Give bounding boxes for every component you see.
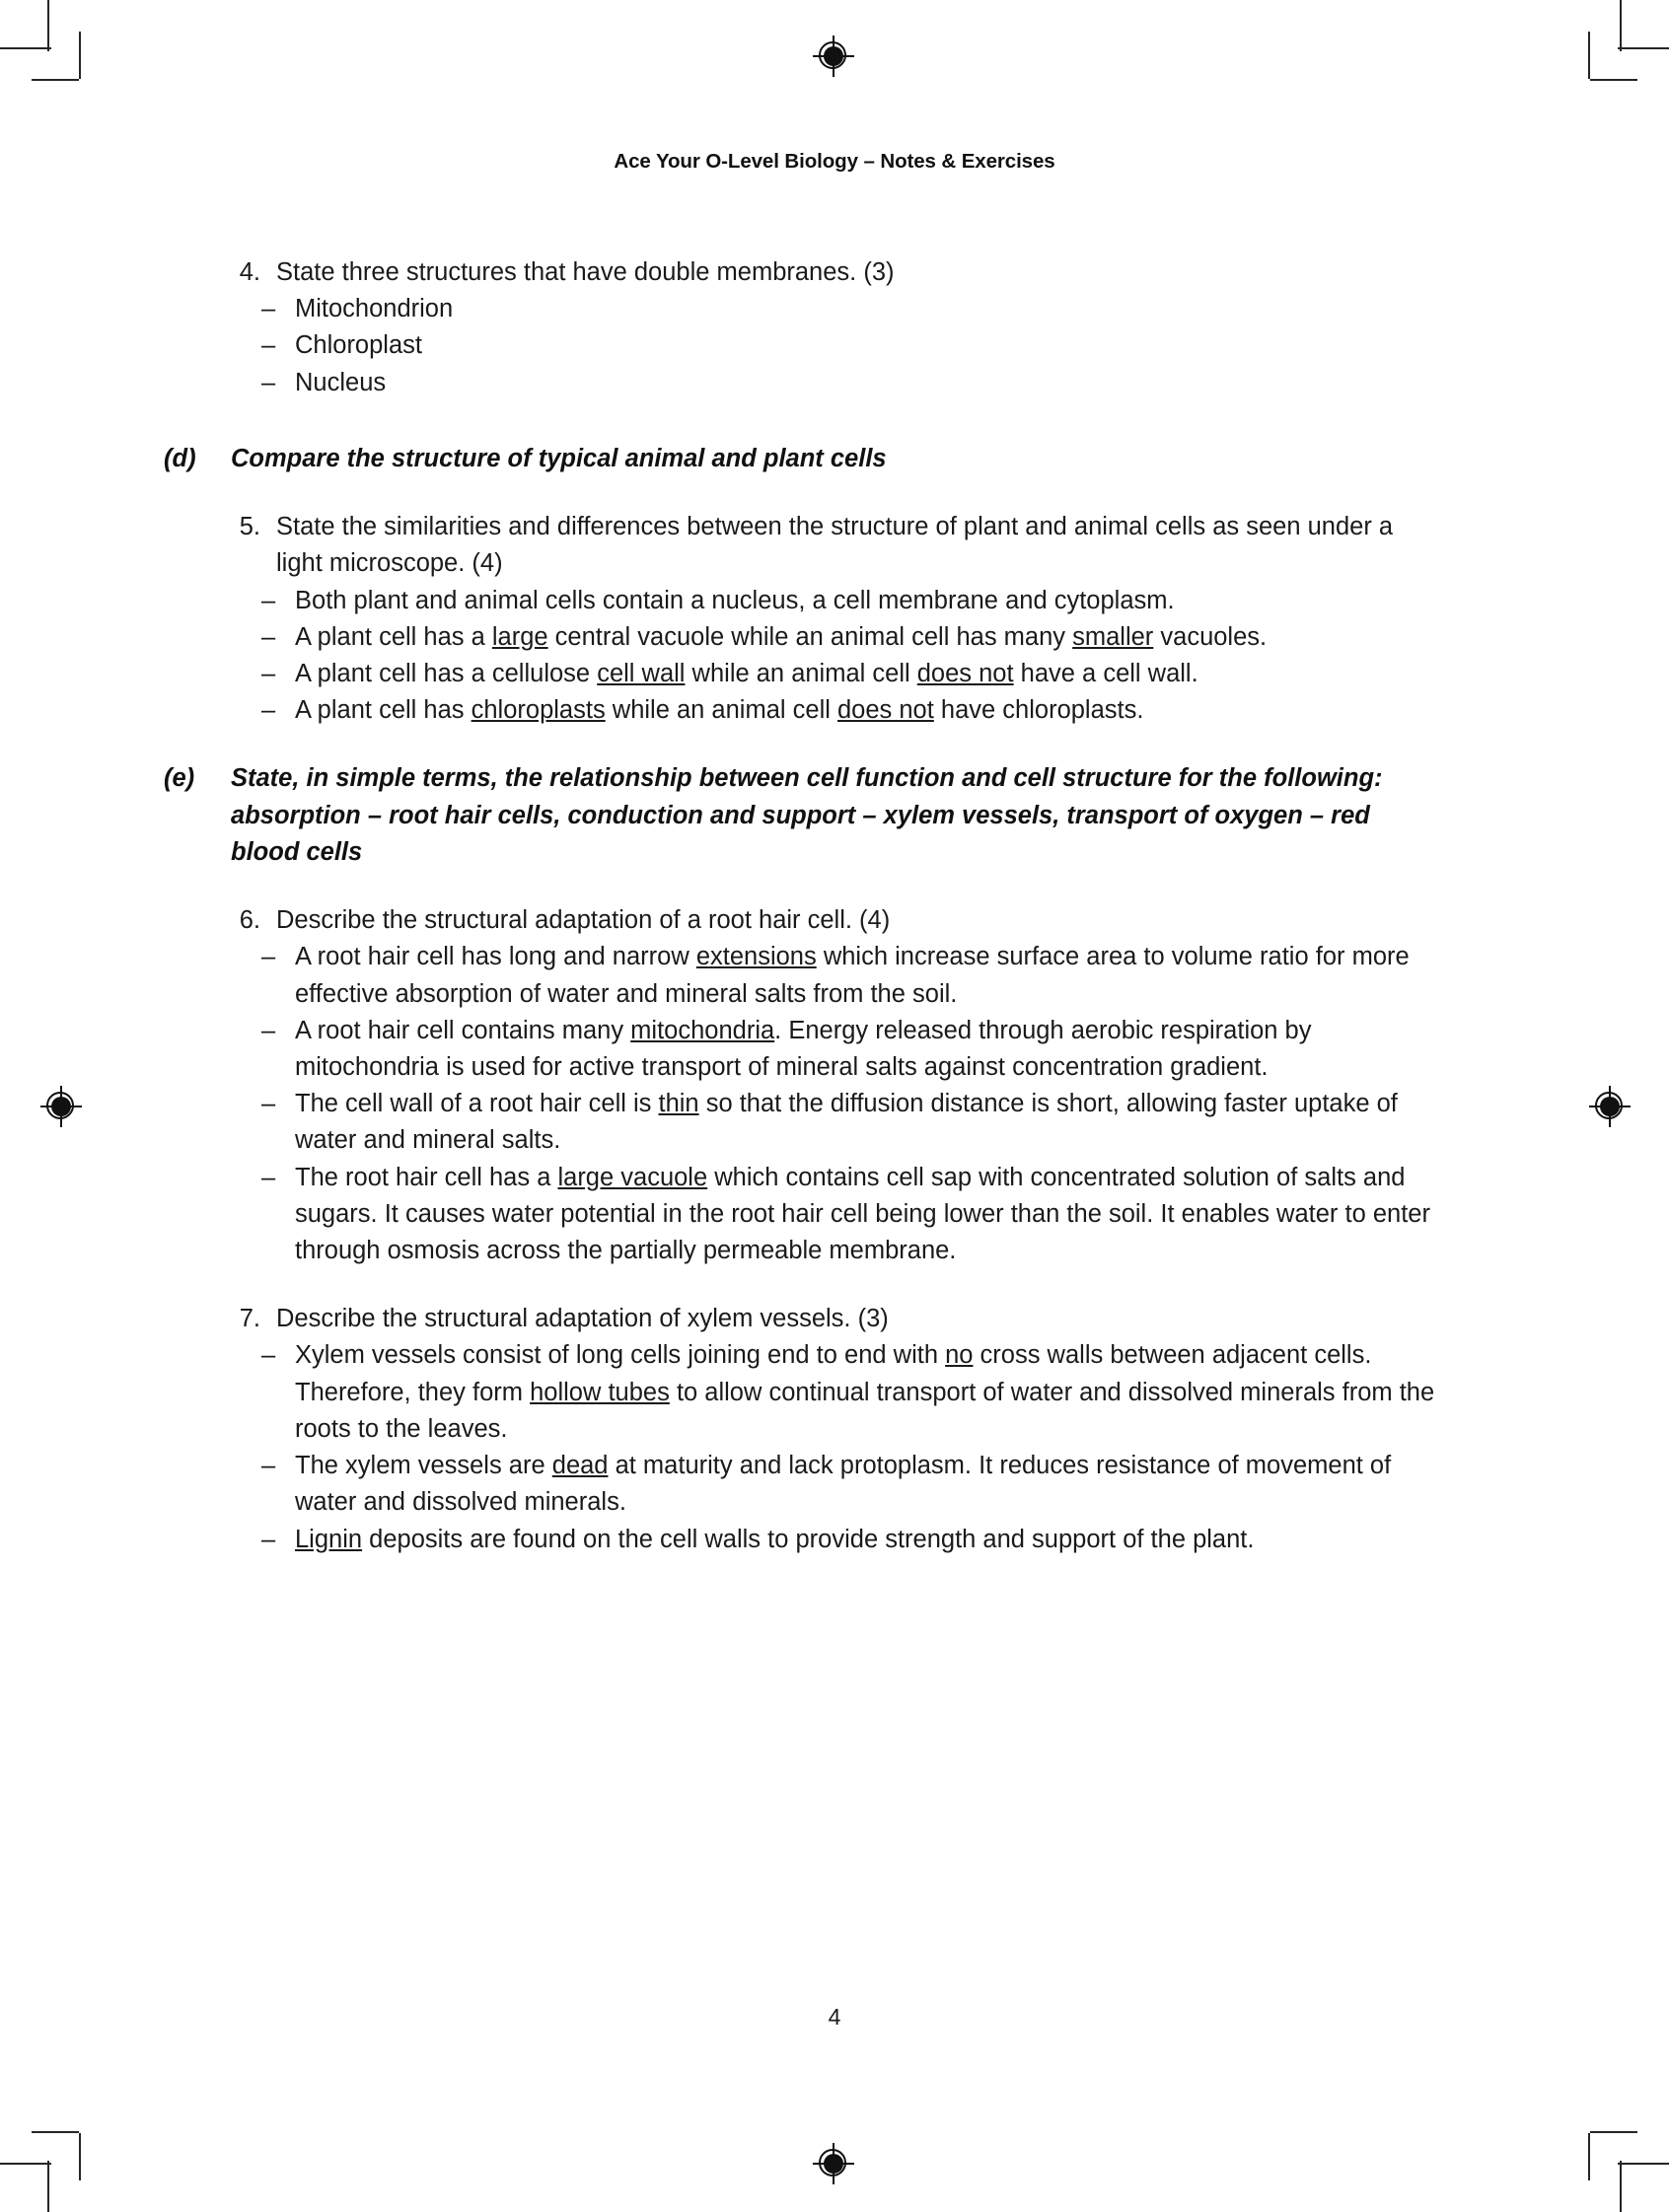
answer-text: A root hair cell has long and narrow extensions which increase surface area to volume ratio for more effective absorption of water and mineral salts from the soil. (295, 943, 1410, 1008)
key-term: thin (658, 1090, 699, 1118)
registration-mark-bottom (813, 2143, 854, 2184)
dash-bullet-icon: – (261, 1452, 276, 1480)
dash-bullet-icon: – (261, 622, 276, 651)
dash-bullet-icon: – (261, 659, 276, 687)
crop-mark-top-left-inner-vertical (79, 32, 81, 79)
section-e-marker: (e) (164, 764, 195, 793)
crop-mark-top-right-vertical (1620, 0, 1622, 51)
answer-text: Both plant and animal cells contain a nucleus, a cell membrane and cytoplasm. (295, 586, 1175, 614)
dash-bullet-icon: – (261, 295, 276, 323)
dash-bullet-icon: – (261, 943, 276, 971)
crop-mark-bottom-right-vertical (1620, 2161, 1622, 2212)
running-head: Ace Your O-Level Biology – Notes & Exercises (614, 150, 1055, 173)
answer-item (257, 656, 1438, 692)
question-4-answers (225, 291, 1438, 401)
question-6-answers (225, 939, 1438, 1269)
dash-bullet-icon: – (261, 331, 276, 360)
key-term: extensions (695, 943, 817, 971)
answer-text: Nucleus (295, 368, 387, 396)
answer-text: The xylem vessels are dead at maturity and lack protoplasm. It reduces resistance of movement of water and dissolved minerals. (295, 1452, 1392, 1517)
key-term: does not (836, 696, 934, 725)
dash-bullet-icon: – (261, 1525, 276, 1553)
question-6-number: 6. (239, 906, 260, 935)
dash-bullet-icon: – (261, 696, 276, 725)
crop-mark-bottom-left-inner-horizontal (32, 2131, 79, 2133)
answer-text: Lignin deposits are found on the cell walls to provide strength and support of the plant. (295, 1525, 1255, 1553)
crop-mark-bottom-left-inner-vertical (79, 2133, 81, 2180)
registration-mark-top (813, 36, 854, 77)
crop-mark-top-left-inner-horizontal (32, 79, 79, 81)
crop-mark-bottom-right-inner-vertical (1588, 2133, 1590, 2180)
answer-item (257, 291, 1438, 327)
crop-mark-top-right-inner-horizontal (1590, 79, 1637, 81)
registration-dot (1600, 1097, 1620, 1116)
question-7-text: Describe the structural adaptation of xylem vessels. (3) (276, 1305, 889, 1333)
question-7 (225, 1301, 1438, 1337)
key-term: chloroplasts (471, 696, 606, 725)
question-4-number: 4. (239, 258, 260, 286)
answer-item (257, 583, 1438, 619)
answer-item (257, 619, 1438, 656)
answer-text: The cell wall of a root hair cell is thin so that the diffusion distance is short, allowing faster uptake of water and mineral salts. (295, 1090, 1398, 1155)
section-heading-d (164, 441, 1438, 477)
answer-text: A plant cell has a cellulose cell wall while an animal cell does not have a cell wall. (295, 659, 1198, 687)
question-4-text: State three structures that have double membranes. (3) (276, 258, 895, 286)
answer-text: Mitochondrion (295, 295, 454, 323)
key-term: does not (916, 659, 1014, 687)
section-d-marker: (d) (164, 444, 196, 472)
question-7-answers (225, 1337, 1438, 1557)
key-term: mitochondria (630, 1016, 775, 1044)
question-5-answers (225, 583, 1438, 730)
crop-mark-bottom-right-horizontal (1618, 2163, 1669, 2165)
crop-mark-bottom-right-inner-horizontal (1590, 2131, 1637, 2133)
registration-mark-left (40, 1086, 82, 1127)
crop-mark-bottom-left-vertical (47, 2161, 49, 2212)
dash-bullet-icon: – (261, 1090, 276, 1118)
section-e-title: State, in simple terms, the relationship between cell function and cell structure for the following: absorption – root hair cells, conduction and support – xylem vessels, transport of oxygen – red blood cells (231, 764, 1383, 866)
question-6 (225, 902, 1438, 939)
key-term: hollow tubes (530, 1378, 670, 1406)
answer-item (257, 1086, 1438, 1159)
key-term: smaller (1072, 622, 1154, 651)
answer-item (257, 692, 1438, 729)
dash-bullet-icon: – (261, 1341, 276, 1370)
dash-bullet-icon: – (261, 368, 276, 396)
answer-item (257, 1160, 1438, 1270)
answer-text: A plant cell has a large central vacuole while an animal cell has many smaller vacuoles. (295, 622, 1268, 651)
answer-text: A root hair cell contains many mitochondria. Energy released through aerobic respiration by mitochondria is used for active transport of mineral salts against concentration gradient. (295, 1016, 1312, 1081)
dash-bullet-icon: – (261, 1163, 276, 1191)
crop-mark-top-right-horizontal (1618, 47, 1669, 49)
crop-mark-top-right-inner-vertical (1588, 32, 1590, 79)
dash-bullet-icon: – (261, 1016, 276, 1044)
answer-item (257, 1522, 1438, 1558)
key-term: cell wall (597, 659, 686, 687)
registration-dot (824, 46, 843, 66)
answer-text: Xylem vessels consist of long cells joining end to end with no cross walls between adjacent cells. Therefore, they form hollow tubes to allow continual transport of water and dissolved minerals from the roots to the leaves. (295, 1341, 1435, 1443)
answer-item (257, 1448, 1438, 1521)
answer-item (257, 939, 1438, 1012)
registration-dot (51, 1097, 71, 1116)
answer-text: A plant cell has chloroplasts while an animal cell does not have chloroplasts. (295, 696, 1144, 725)
answer-item (257, 327, 1438, 364)
question-7-number: 7. (239, 1305, 260, 1333)
answer-item (257, 1013, 1438, 1086)
key-term: no (945, 1341, 974, 1370)
section-heading-e (164, 760, 1438, 871)
question-6-text: Describe the structural adaptation of a root hair cell. (4) (276, 906, 891, 935)
page-number: 4 (828, 2004, 841, 2030)
page-content (164, 254, 1438, 1558)
key-term: Lignin (295, 1525, 363, 1553)
registration-dot (824, 2154, 843, 2174)
crop-mark-top-left-vertical (47, 0, 49, 51)
answer-text: The root hair cell has a large vacuole which contains cell sap with concentrated solution of salts and sugars. It causes water potential in the root hair cell being lower than the soil. It enables water to enter through osmosis across the partially permeable membrane. (295, 1163, 1430, 1265)
registration-mark-right (1589, 1086, 1631, 1127)
key-term: large vacuole (557, 1163, 708, 1191)
key-term: dead (551, 1452, 609, 1480)
section-d-title: Compare the structure of typical animal and plant cells (231, 444, 887, 472)
question-5-text: State the similarities and differences between the structure of plant and animal cells as seen under a light microscope. (4) (276, 513, 1394, 578)
answer-item (257, 365, 1438, 401)
dash-bullet-icon: – (261, 586, 276, 614)
answer-text: Chloroplast (295, 331, 422, 360)
question-5-number: 5. (239, 513, 260, 541)
question-5 (225, 509, 1438, 582)
answer-item (257, 1337, 1438, 1448)
crop-mark-top-left-horizontal (0, 47, 51, 49)
key-term: large (491, 622, 548, 651)
question-4 (225, 254, 1438, 291)
crop-mark-bottom-left-horizontal (0, 2163, 51, 2165)
